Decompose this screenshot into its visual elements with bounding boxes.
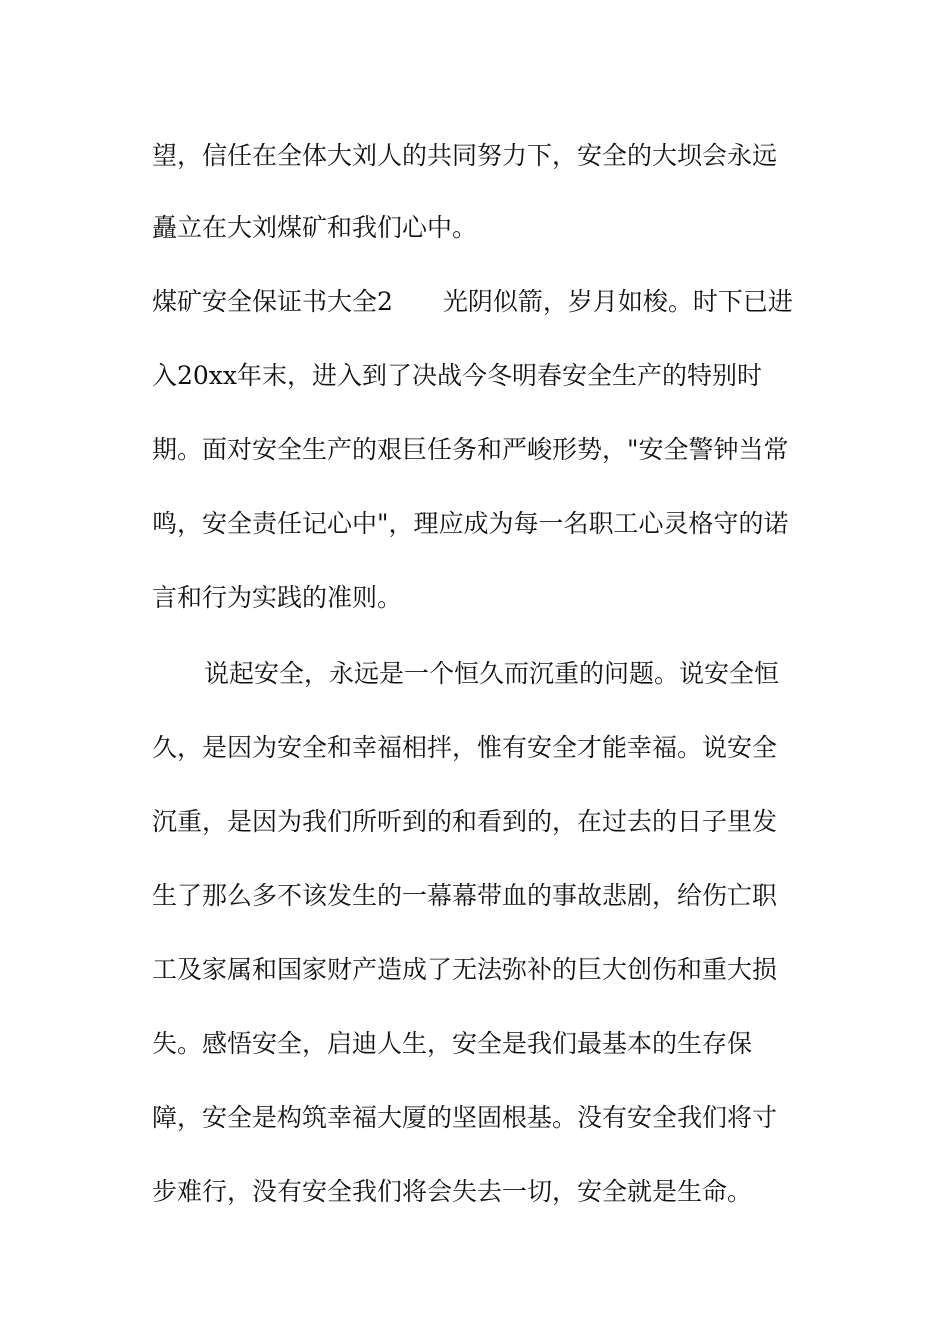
text-line: 沉重，是因为我们所听到的和看到的，在过去的日子里发 xyxy=(152,807,778,836)
text-line: 望，信任在全体大刘人的共同努力下，安全的大坝会永远 xyxy=(152,141,778,170)
text-line: 生了那么多不该发生的一幕幕带血的事故悲剧，给伤亡职 xyxy=(152,881,778,910)
text-line: 障，安全是构筑幸福大厦的坚固根基。没有安全我们将寸 xyxy=(152,1103,778,1132)
text-line: 久，是因为安全和幸福相拌，惟有安全才能幸福。说安全 xyxy=(152,733,778,762)
text-line: 工及家属和国家财产造成了无法弥补的巨大创伤和重大损 xyxy=(152,955,778,984)
text-line: 矗立在大刘煤矿和我们心中。 xyxy=(152,213,478,242)
text-line: 入20xx年末，进入到了决战今冬明春安全生产的特别时 xyxy=(152,361,763,390)
section-heading-line: 煤矿安全保证书大全2 光阴似箭，岁月如梭。时下已进 xyxy=(152,287,793,316)
paragraph-first-line: 说起安全，永远是一个恒久而沉重的问题。说安全恒 xyxy=(204,659,780,688)
text-line: 鸣，安全责任记心中"，理应成为每一名职工心灵格守的诺 xyxy=(152,509,789,538)
text-line: 步难行，没有安全我们将会失去一切，安全就是生命。 xyxy=(152,1177,753,1206)
text-line: 期。面对安全生产的艰巨任务和严峻形势，"安全警钟当常 xyxy=(152,435,789,464)
text-line: 言和行为实践的准则。 xyxy=(152,583,403,612)
text-line: 失。感悟安全，启迪人生，安全是我们最基本的生存保 xyxy=(152,1029,753,1058)
